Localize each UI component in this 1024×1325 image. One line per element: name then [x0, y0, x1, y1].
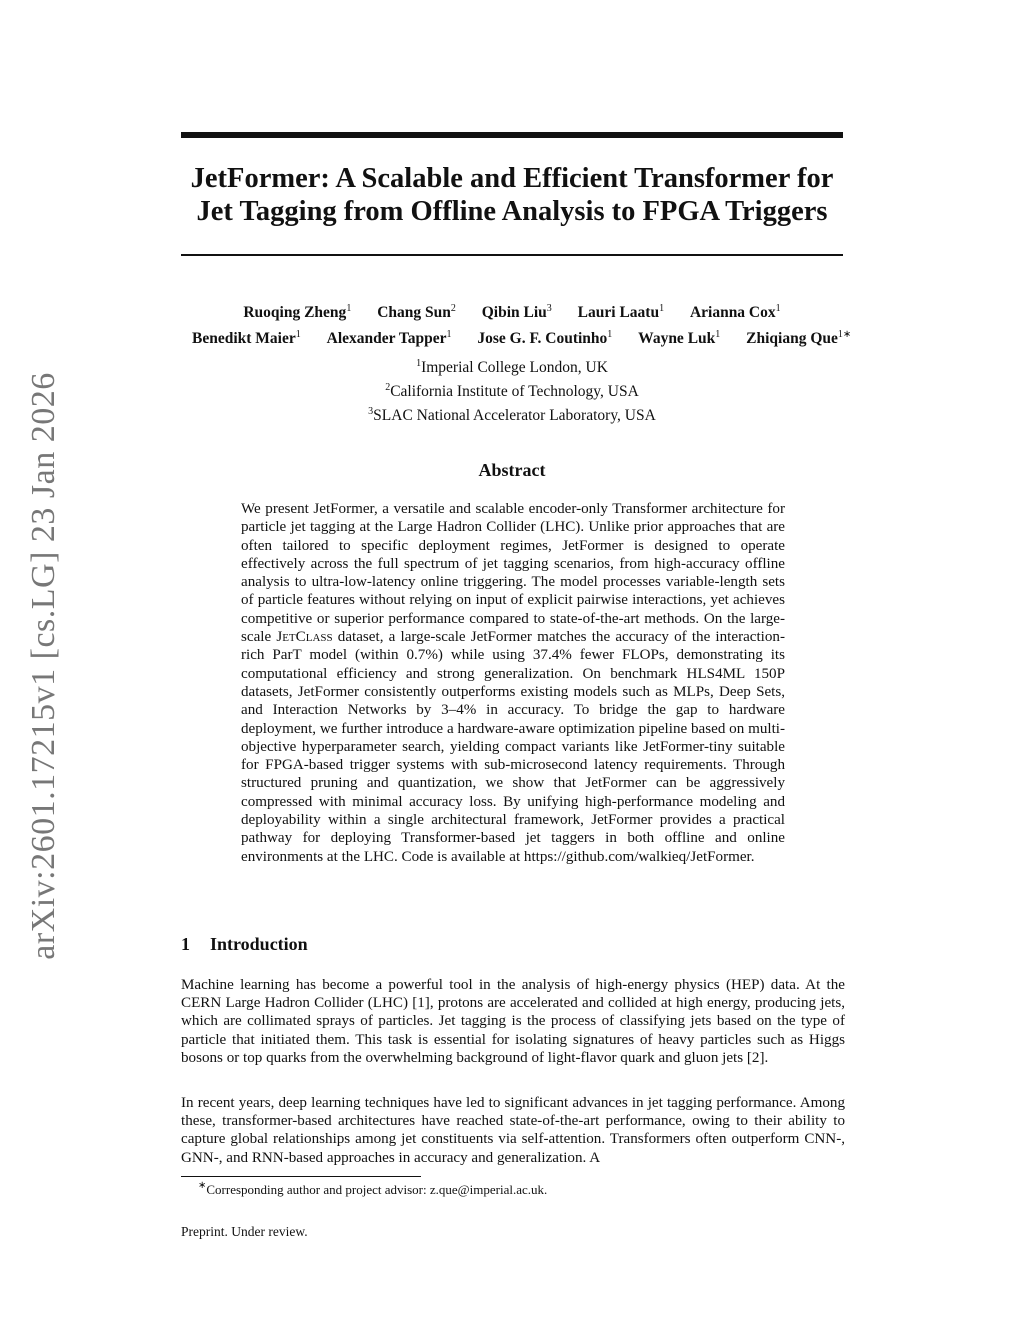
affiliation-mark: 1∗: [837, 329, 852, 340]
author: [578, 298, 664, 324]
abstract-text-part-2: dataset, a large-scale JetFormer matches the accuracy of the interaction-rich ParT model (within 0.7%) while using 37.4% fewer FLOPs, demonstrating its computational efficiency and strong generalization. On benchmark HLS4ML 150P datasets, JetFormer consistently outperforms existing models such as MLPs, Deep Sets, and Interaction Networks by 3–4% in accuracy. To bridge the gap to hardware deployment, we further introduce a hardware-aware optimization pipeline based on multi-objective hyperparameter search, yielding compact variants like JetFormer-tiny suitable for FPGA-based trigger systems with sub-microsecond latency requirements. Through structured pruning and quantization, we show that JetFormer can be aggressively compressed with minimal accuracy loss. By unifying high-performance modeling and deployability within a single architectural framework, JetFormer provides a practical pathway for deploying Transformer-based jet taggers in both offline and online environments at the LHC. Code is available at https://github.com/walkieq/JetFormer.: [241, 629, 785, 865]
affiliation-text: California Institute of Technology, USA: [390, 383, 639, 400]
author-list: [181, 298, 852, 350]
footnote-mark: ∗: [198, 1180, 207, 1191]
paper-title-line-2: Jet Tagging from Offline Analysis to FPGA Triggers: [196, 196, 828, 227]
dataset-name: JetClass: [276, 629, 333, 646]
author-row-2: [181, 324, 852, 350]
affiliation: [181, 378, 843, 402]
affiliation: [181, 354, 843, 378]
arxiv-sidebar-stamp: [4, 372, 84, 960]
affiliation-text: Imperial College London, UK: [421, 359, 608, 376]
section-title: Introduction: [210, 934, 308, 954]
paper-title-line-1: JetFormer: A Scalable and Efficient Transformer for: [190, 163, 834, 194]
abstract-text-part-1: We present JetFormer, a versatile and scalable encoder-only Transformer architecture for particle jet tagging at the Large Hadron Collider (LHC). Unlike prior approaches that are often tailored to specific deployment regimes, JetFormer is designed to operate effectively across the full spectrum of jet tagging scenarios, from high-accuracy offline analysis to ultra-low-latency online triggering. The model processes variable-length sets of particle features without relying on input of explicit pairwise interactions, yet achieves competitive or superior performance compared to state-of-the-art methods. On the large-scale: [241, 501, 785, 646]
affiliation-number: 2: [385, 382, 391, 393]
author-name: Arianna Cox: [689, 304, 776, 321]
author: [377, 298, 456, 324]
author: [192, 324, 301, 350]
affiliation-mark: 3: [546, 303, 552, 314]
author-name: Wayne Luk: [638, 330, 716, 347]
author-name: Chang Sun: [377, 304, 451, 321]
title-bottom-rule: [181, 254, 843, 256]
author: [638, 324, 720, 350]
author-name: Benedikt Maier: [192, 330, 296, 347]
affiliation-number: 3: [368, 406, 374, 417]
affiliation-mark: 1: [346, 303, 352, 314]
affiliation-mark: 2: [450, 303, 456, 314]
affiliation-mark: 1: [295, 329, 301, 340]
affiliation-text: SLAC National Accelerator Laboratory, USA: [373, 407, 656, 424]
author: [482, 298, 552, 324]
author-name: Alexander Tapper: [326, 330, 447, 347]
author: [746, 324, 851, 350]
affiliation-mark: 1: [607, 329, 613, 340]
author-name: Zhiqiang Que: [746, 330, 838, 347]
author: [477, 324, 612, 350]
preprint-notice: Preprint. Under review.: [181, 1224, 308, 1239]
abstract-heading: Abstract: [478, 460, 546, 480]
author: [243, 298, 351, 324]
author-name: Jose G. F. Coutinho: [477, 330, 608, 347]
affiliation-mark: 1: [446, 329, 452, 340]
footnote-text: Corresponding author and project advisor: z.que@imperial.ac.uk.: [206, 1182, 548, 1197]
paper-title: [181, 162, 843, 228]
intro-paragraph-1: Machine learning has become a powerful tool in the analysis of high-energy physics (HEP) data. At the CERN Large Hadron Collider (LHC) [1], protons are accelerated and collided at high energy, producing jets, which are collimated sprays of particles. Jet tagging is the process of classifying jets based on the type of particle that initiated them. This task is essential for isolating signatures of heavy particles such as Higgs bosons or top quarks from the overwhelming background of light-flavor quark and gluon jets [2].: [181, 977, 845, 1066]
footnote: [198, 1178, 547, 1198]
affiliation: [181, 402, 843, 426]
section-heading-introduction: [181, 934, 308, 955]
affiliation-mark: 1: [715, 329, 721, 340]
affiliation-list: [181, 354, 843, 426]
arxiv-identifier: arXiv:2601.17215v1 [cs.LG] 23 Jan 2026: [25, 372, 62, 960]
footnote-rule: [181, 1176, 421, 1177]
abstract-body: [241, 500, 785, 866]
author-name: Qibin Liu: [481, 304, 547, 321]
author: [690, 298, 781, 324]
affiliation-mark: 1: [659, 303, 665, 314]
section-number: 1: [181, 934, 190, 954]
affiliation-mark: 1: [775, 303, 781, 314]
author-name: Ruoqing Zheng: [243, 304, 347, 321]
author: [327, 324, 452, 350]
title-top-rule: [181, 132, 843, 138]
author-row-1: [181, 298, 843, 324]
author-name: Lauri Laatu: [577, 304, 660, 321]
affiliation-number: 1: [416, 358, 422, 369]
intro-paragraph-2: In recent years, deep learning techniques have led to significant advances in jet tagging performance. Among these, transformer-based architectures have reached state-of-the-art performance, owing to their ability to capture global relationships among jet constituents via self-attention. Transformers often outperform CNN-, GNN-, and RNN-based approaches in accuracy and generalization. A: [181, 1095, 845, 1166]
